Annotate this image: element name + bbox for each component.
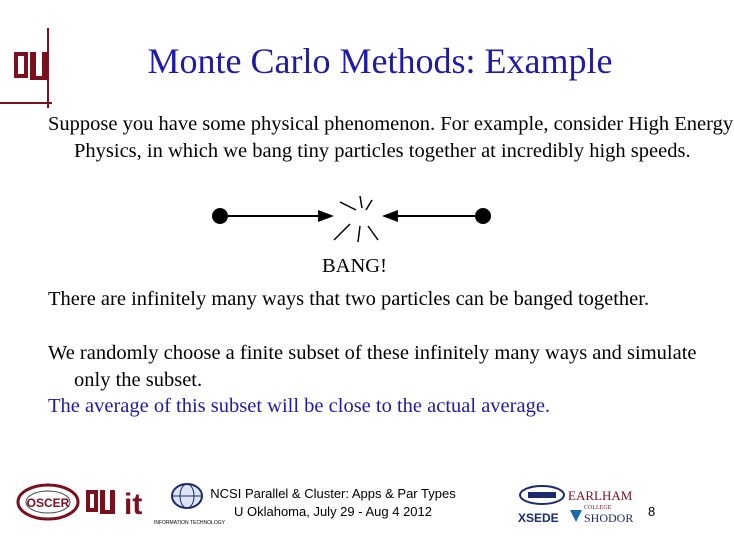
page-number: 8 bbox=[648, 504, 656, 519]
footer-line-1: NCSI Parallel & Cluster: Apps & Par Types bbox=[210, 486, 456, 501]
ncsi-globe-icon bbox=[170, 482, 204, 510]
right-arrow-head bbox=[382, 210, 398, 222]
it-logo-text: it bbox=[124, 488, 143, 521]
left-particle bbox=[212, 208, 228, 224]
collision-burst bbox=[334, 196, 378, 242]
xsede-logo-text: XSEDE bbox=[518, 511, 559, 525]
slide-title: Monte Carlo Methods: Example bbox=[147, 41, 613, 81]
ou-footer-logo-icon bbox=[84, 486, 118, 528]
paragraph-random-subset: We randomly choose a finite subset of these infinitely many ways and simulate only the subset. bbox=[48, 342, 697, 391]
ou-logo-icon bbox=[10, 44, 50, 94]
footer-line-2: U Oklahoma, July 29 - Aug 4 2012 bbox=[233, 504, 432, 519]
header-vertical-rule bbox=[47, 28, 49, 108]
bang-label: BANG! bbox=[322, 255, 387, 277]
paragraph-phenomenon: Suppose you have some physical phenomenon. For example, consider High Energy Physics, in which we bang tiny particles together at incredibly high speeds. bbox=[48, 113, 734, 162]
paragraph-infinite-ways: There are infinitely many ways that two particles can be banged together. bbox=[48, 288, 650, 310]
left-arrow-head bbox=[318, 210, 334, 222]
particle-collision-diagram bbox=[200, 196, 500, 252]
oscer-logo-text: OSCER bbox=[26, 496, 70, 510]
earlham-logo-subtext: COLLEGE bbox=[584, 505, 612, 511]
header-horizontal-rule bbox=[0, 102, 52, 104]
shodor-logo-text: SHODOR bbox=[584, 511, 634, 525]
shodor-logo-icon bbox=[568, 508, 638, 526]
footer-caption bbox=[203, 485, 463, 521]
it-logo-caption: INFORMATION TECHNOLOGY bbox=[154, 520, 225, 526]
paragraph-average: The average of this subset will be close to the actual average. bbox=[48, 395, 551, 417]
uiuc-logo-icon bbox=[518, 484, 566, 506]
oscer-logo-icon bbox=[16, 482, 80, 522]
xsede-logo-icon bbox=[516, 508, 564, 526]
right-particle bbox=[475, 208, 491, 224]
earlham-logo-text: EARLHAM bbox=[568, 488, 633, 503]
